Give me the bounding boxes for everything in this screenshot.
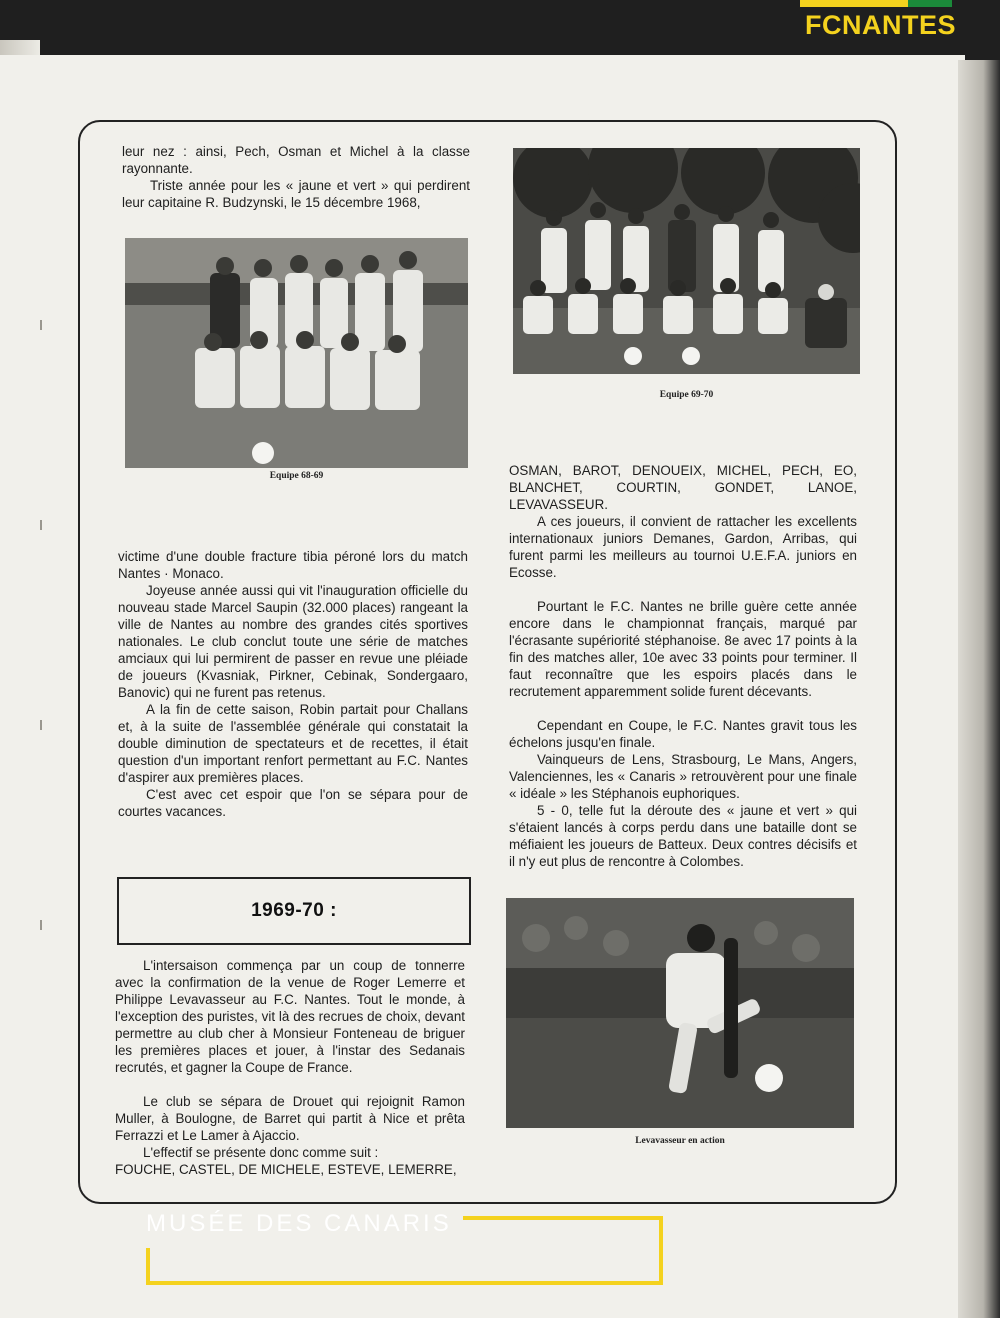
- paragraph: A la fin de cette saison, Robin partait pour Challans et, à la suite de l'assemblée générale qui constatait la double diminution de spectateurs et de recettes, il était question d'un important renfort permettant au F.C. Nantes d'aspirer aux premières places.: [118, 702, 468, 785]
- paragraph: leur nez : ainsi, Pech, Osman et Michel à la classe rayonnante.: [122, 144, 470, 176]
- paragraph: Triste année pour les « jaune et vert » qui perdirent leur capitaine R. Budzynski, le 15 décembre 1968,: [122, 178, 470, 210]
- action-photo: [506, 898, 854, 1128]
- paragraph: L'intersaison commença par un coup de tonnerre avec la confirmation de la venue de Roger Lemerre et Philippe Levavasseur au F.C. Nantes. Tout le monde, à l'exception des puristes, vit là des recrues de choix, devant permettre au club cher à Monsieur Fonteneau de briguer les premières places et jouer, à l'instar des Sedanais recrutés, et gagner la Coupe de France.: [115, 958, 465, 1075]
- paragraph: Cependant en Coupe, le F.C. Nantes gravit tous les échelons jusqu'en finale.: [509, 718, 857, 750]
- paragraph: FOUCHE, CASTEL, DE MICHELE, ESTEVE, LEMERRE,: [115, 1162, 457, 1177]
- paragraph: Pourtant le F.C. Nantes ne brille guère cette année encore dans le championnat français, marqué par l'écrasante supériorité stéphanoise. 8e avec 17 points à la fin des matches aller, 10e avec 33 points pour terminer. Il faut reconnaître que les espoirs placés dans le recrutement apparemment solide furent décevants.: [509, 599, 857, 699]
- paragraph: L'effectif se présente donc comme suit :: [143, 1145, 379, 1160]
- paragraph: Vainqueurs de Lens, Strasbourg, Le Mans, Angers, Valenciennes, les « Canaris » retrouvèrent pour une finale « idéale » les Stéphanois euphoriques.: [509, 752, 857, 801]
- binding-stitch: [40, 920, 42, 930]
- page-stack-edge: [958, 60, 1000, 1318]
- museum-label: MUSÉE DES CANARIS: [146, 1210, 452, 1237]
- binding-stitch: [40, 320, 42, 330]
- museum-frame-line: [659, 1216, 663, 1285]
- museum-frame-line: [146, 1248, 150, 1285]
- logo-stripe-yellow: [800, 0, 908, 7]
- left-top-text: [122, 143, 470, 211]
- left-middle-text: [118, 548, 468, 820]
- paragraph: Le club se sépara de Drouet qui rejoignit Ramon Muller, à Boulogne, de Barret qui partit à Nice et prêta Ferrazzi et Le Lamer à Ajaccio.: [115, 1094, 465, 1143]
- paragraph: Joyeuse année aussi qui vit l'inauguration officielle du nouveau stade Marcel Saupin (32.000 places) rangeant la ville de Nantes au nombre des grandes cités sportives nationales. Le club conclut toute une série de matches amciaux qui lui permirent de passer en revue une pléiade de joueurs (Kvasniak, Pirkner, Cebinak, Sondergaaro, Banovic) qui ne furent pas retenus.: [118, 583, 468, 700]
- fcnantes-logo: [800, 0, 956, 46]
- binding-stitch: [40, 520, 42, 530]
- left-bottom-text: [115, 957, 465, 1178]
- logo-stripe-green: [908, 0, 952, 7]
- paragraph: victime d'une double fracture tibia péroné lors du match Nantes · Monaco.: [118, 549, 468, 581]
- paragraph: C'est avec cet espoir que l'on se sépara pour de courtes vacances.: [118, 787, 468, 819]
- paragraph: 5 - 0, telle fut la déroute des « jaune et vert » qui s'étaient lancés à corps perdu dans une bataille dont se méfiaient les joueurs de Batteux. Deux contres décisifs et il n'y eut plus de rencontre à Colombes.: [509, 803, 857, 869]
- museum-frame-line: [146, 1281, 663, 1285]
- photo-caption: Levavasseur en action: [635, 1136, 725, 1146]
- right-text: [509, 462, 857, 870]
- photo-caption: Equipe 68-69: [269, 471, 324, 481]
- team-photo-69-70: [513, 148, 860, 374]
- paragraph: A ces joueurs, il convient de rattacher les excellents internationaux juniors Demanes, Gardon, Arribas, qui furent parmi les meilleurs au tournoi U.E.F.A. juniors en Ecosse.: [509, 514, 857, 580]
- team-photo-68-69: [125, 238, 468, 468]
- photo-caption: Equipe 69-70: [659, 390, 714, 400]
- season-heading: 1969-70 :: [251, 900, 337, 921]
- paragraph: OSMAN, BAROT, DENOUEIX, MICHEL, PECH, EO, BLANCHET, COURTIN, GONDET, LANOE, LEVAVASSEUR.: [509, 463, 857, 512]
- museum-frame-line: [463, 1216, 663, 1220]
- season-heading-box: [117, 877, 471, 945]
- binding-stitch: [40, 720, 42, 730]
- logo-text: FCNANTES: [805, 10, 956, 40]
